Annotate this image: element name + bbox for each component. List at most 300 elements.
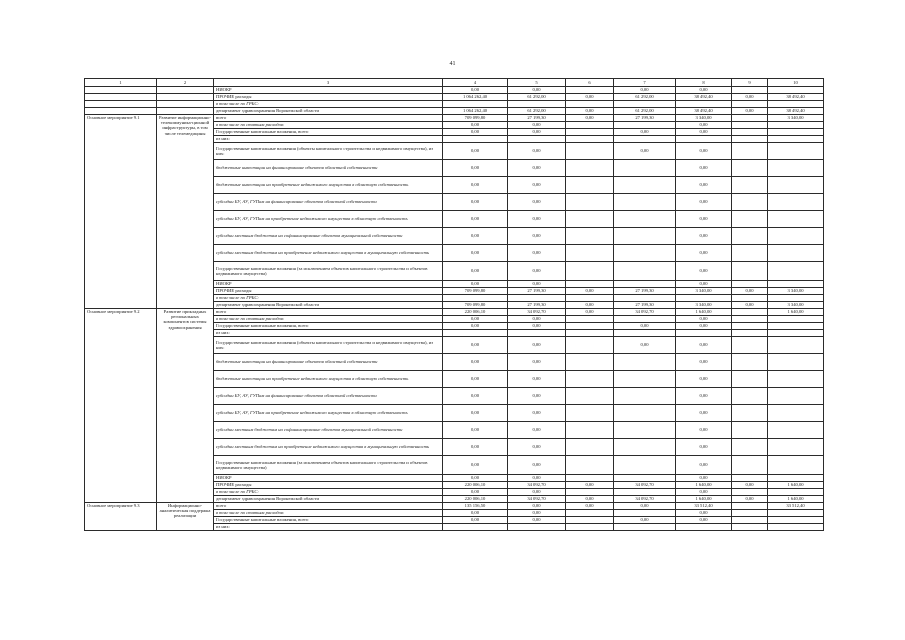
value-cell: 38 492,40 [768, 94, 824, 101]
value-cell: 0,00 [443, 439, 508, 456]
value-cell: 34 092,70 [508, 482, 566, 489]
value-cell: 0,00 [443, 129, 508, 136]
value-cell: 0,00 [508, 422, 566, 439]
row-label: из них: [214, 330, 443, 337]
value-cell: 0,00 [443, 456, 508, 475]
value-cell: 27 199,30 [508, 288, 566, 295]
value-cell [768, 371, 824, 388]
value-cell: 0,00 [614, 517, 676, 524]
value-cell [732, 439, 768, 456]
value-cell [732, 129, 768, 136]
value-cell [768, 323, 824, 330]
value-cell [566, 228, 614, 245]
row-label: в том числе по статьям расходов: [214, 122, 443, 129]
value-cell: 0,00 [443, 354, 508, 371]
row-label: субсидии местным бюджетам на приобретение недвижимого имущества в муниципальную собственность [214, 439, 443, 456]
value-cell: 61 292,00 [614, 108, 676, 115]
value-cell: 0,00 [443, 475, 508, 482]
value-cell: 3 340,00 [768, 115, 824, 122]
value-cell: 220 006,10 [443, 482, 508, 489]
empty-cell [157, 87, 214, 94]
value-cell: 0,00 [676, 439, 732, 456]
row-label: субсидии местным бюджетам на приобретение недвижимого имущества в муниципальную собственность [214, 245, 443, 262]
value-cell [614, 354, 676, 371]
row-label: субсидии БУ, АУ, ГУПам на приобретение недвижимого имущества в областную собственность [214, 405, 443, 422]
value-cell [732, 115, 768, 122]
empty-cell [157, 108, 214, 115]
page-number: 41 [449, 61, 456, 67]
value-cell: 0,00 [508, 87, 566, 94]
value-cell: 0,00 [676, 517, 732, 524]
row-label: НИОКР [214, 281, 443, 288]
value-cell [732, 143, 768, 160]
value-cell [566, 245, 614, 262]
value-cell [614, 262, 676, 281]
value-cell: 0,00 [614, 129, 676, 136]
column-number: 8 [676, 79, 732, 87]
value-cell: 0,00 [676, 228, 732, 245]
value-cell: 0,00 [508, 129, 566, 136]
value-cell: 0,00 [508, 337, 566, 354]
value-cell: 0,00 [443, 143, 508, 160]
value-cell: 34 092,70 [614, 309, 676, 316]
value-cell [732, 475, 768, 482]
value-cell [614, 211, 676, 228]
column-number: 6 [566, 79, 614, 87]
value-cell [566, 489, 614, 496]
column-number: 2 [157, 79, 214, 87]
row-label: бюджетные инвестиции на приобретение недвижимого имущества в областную собственность [214, 371, 443, 388]
value-cell: 0,00 [508, 177, 566, 194]
row-label: ПРОЧИЕ расходы [214, 482, 443, 489]
empty-cell [157, 94, 214, 101]
value-cell: 0,00 [566, 309, 614, 316]
value-cell [768, 122, 824, 129]
activity-name: Основное мероприятие 9.2 [85, 309, 157, 503]
value-cell: 0,00 [676, 405, 732, 422]
value-cell [614, 510, 676, 517]
value-cell [768, 405, 824, 422]
value-cell: 0,00 [614, 323, 676, 330]
value-cell: 1 640,00 [676, 496, 732, 503]
value-cell: 0,00 [508, 510, 566, 517]
value-cell: 0,00 [676, 87, 732, 94]
row-label: Государственные капитальные вложения (за исключением объектов капитального строительства и объектов недвижимого имущества) [214, 456, 443, 475]
value-cell: 0,00 [443, 323, 508, 330]
value-cell [614, 136, 676, 143]
value-cell [732, 136, 768, 143]
value-cell: 0,00 [443, 489, 508, 496]
value-cell: 0,00 [732, 94, 768, 101]
value-cell: 0,00 [508, 354, 566, 371]
value-cell: 27 199,30 [508, 302, 566, 309]
table-body [85, 79, 824, 531]
value-cell: 0,00 [676, 489, 732, 496]
value-cell [614, 489, 676, 496]
value-cell: 0,00 [566, 503, 614, 510]
value-cell: 0,00 [508, 211, 566, 228]
row-label: Государственные капитальные вложения, всего [214, 323, 443, 330]
value-cell [614, 371, 676, 388]
empty-cell [157, 101, 214, 108]
value-cell: 0,00 [508, 503, 566, 510]
value-cell: 0,00 [676, 371, 732, 388]
value-cell: 0,00 [566, 115, 614, 122]
value-cell [732, 456, 768, 475]
value-cell: 0,00 [566, 94, 614, 101]
value-cell: 0,00 [614, 337, 676, 354]
row-label: субсидии БУ, АУ, ГУПам на приобретение недвижимого имущества в областную собственность [214, 211, 443, 228]
value-cell: 0,00 [676, 211, 732, 228]
value-cell [614, 177, 676, 194]
value-cell: 1 640,00 [676, 482, 732, 489]
value-cell: 0,00 [614, 87, 676, 94]
value-cell: 38 492,40 [676, 108, 732, 115]
value-cell [614, 194, 676, 211]
value-cell [732, 309, 768, 316]
value-cell [768, 439, 824, 456]
value-cell [614, 281, 676, 288]
value-cell [614, 475, 676, 482]
budget-table [84, 78, 824, 531]
value-cell [614, 524, 676, 531]
value-cell [566, 524, 614, 531]
value-cell: 0,00 [566, 288, 614, 295]
value-cell [768, 295, 824, 302]
value-cell: 0,00 [676, 510, 732, 517]
value-cell [732, 160, 768, 177]
value-cell [768, 422, 824, 439]
value-cell: 135 156,50 [443, 503, 508, 510]
value-cell: 0,00 [508, 160, 566, 177]
value-cell: 0,00 [443, 87, 508, 94]
table-row [85, 115, 824, 122]
value-cell: 0,00 [614, 503, 676, 510]
value-cell: 709 099,80 [443, 288, 508, 295]
value-cell [443, 524, 508, 531]
value-cell: 0,00 [443, 517, 508, 524]
value-cell [614, 101, 676, 108]
value-cell: 0,00 [676, 177, 732, 194]
row-label: из них: [214, 136, 443, 143]
value-cell [768, 177, 824, 194]
value-cell [566, 337, 614, 354]
value-cell [732, 371, 768, 388]
table-row [85, 101, 824, 108]
value-cell [676, 136, 732, 143]
value-cell: 0,00 [443, 316, 508, 323]
value-cell: 3 340,00 [676, 302, 732, 309]
column-number: 3 [214, 79, 443, 87]
value-cell [614, 388, 676, 405]
value-cell [676, 295, 732, 302]
row-label: субсидии местным бюджетам на софинансирование объектов муниципальной собственности [214, 228, 443, 245]
value-cell: 27 199,30 [614, 288, 676, 295]
value-cell [732, 524, 768, 531]
row-label: субсидии БУ, АУ, ГУПам на финансирование объектов областной собственности [214, 388, 443, 405]
value-cell: 1 640,00 [768, 496, 824, 503]
value-cell: 0,00 [676, 281, 732, 288]
row-label: ПРОЧИЕ расходы [214, 288, 443, 295]
row-label: в том числе по ГРБС: [214, 489, 443, 496]
value-cell: 34 092,70 [614, 496, 676, 503]
value-cell [614, 456, 676, 475]
value-cell: 33 512,40 [676, 503, 732, 510]
value-cell: 0,00 [676, 194, 732, 211]
row-label: в том числе по ГРБС: [214, 295, 443, 302]
value-cell: 0,00 [443, 405, 508, 422]
column-number: 5 [508, 79, 566, 87]
value-cell: 33 512,40 [768, 503, 824, 510]
value-cell: 27 199,30 [508, 115, 566, 122]
value-cell: 0,00 [732, 302, 768, 309]
value-cell [768, 194, 824, 211]
value-cell [566, 323, 614, 330]
value-cell [768, 517, 824, 524]
row-label: всего [214, 115, 443, 122]
value-cell: 27 199,30 [614, 115, 676, 122]
empty-cell [85, 87, 157, 94]
value-cell [508, 136, 566, 143]
value-cell [443, 295, 508, 302]
value-cell [732, 405, 768, 422]
value-cell: 0,00 [443, 422, 508, 439]
value-cell [676, 101, 732, 108]
value-cell: 0,00 [732, 288, 768, 295]
value-cell [566, 177, 614, 194]
value-cell [732, 489, 768, 496]
value-cell [732, 354, 768, 371]
value-cell [614, 122, 676, 129]
value-cell: 0,00 [566, 496, 614, 503]
value-cell [508, 295, 566, 302]
value-cell: 61 292,00 [508, 108, 566, 115]
value-cell [732, 517, 768, 524]
value-cell: 0,00 [676, 160, 732, 177]
value-cell: 1 640,00 [676, 309, 732, 316]
value-cell: 0,00 [614, 143, 676, 160]
value-cell: 1 064 262,40 [443, 108, 508, 115]
value-cell [508, 524, 566, 531]
value-cell: 0,00 [732, 482, 768, 489]
value-cell: 0,00 [508, 405, 566, 422]
value-cell: 0,00 [566, 302, 614, 309]
value-cell [566, 330, 614, 337]
value-cell [566, 129, 614, 136]
value-cell: 0,00 [508, 489, 566, 496]
value-cell: 0,00 [676, 129, 732, 136]
value-cell: 0,00 [566, 482, 614, 489]
value-cell [566, 101, 614, 108]
value-cell: 0,00 [443, 281, 508, 288]
value-cell: 0,00 [508, 228, 566, 245]
value-cell [768, 211, 824, 228]
value-cell [768, 281, 824, 288]
row-label: бюджетные инвестиции на финансирование объектов областной собственности [214, 160, 443, 177]
value-cell: 0,00 [508, 122, 566, 129]
value-cell: 1 640,00 [768, 482, 824, 489]
value-cell [732, 87, 768, 94]
value-cell [768, 316, 824, 323]
value-cell [732, 101, 768, 108]
value-cell: 0,00 [508, 245, 566, 262]
value-cell [566, 281, 614, 288]
value-cell [566, 316, 614, 323]
value-cell: 0,00 [443, 211, 508, 228]
empty-cell [85, 101, 157, 108]
table-row [85, 108, 824, 115]
value-cell: 0,00 [676, 456, 732, 475]
row-label: департамент здравоохранения Воронежской области [214, 302, 443, 309]
row-label: всего [214, 503, 443, 510]
value-cell: 34 092,70 [614, 482, 676, 489]
value-cell: 0,00 [508, 194, 566, 211]
value-cell [732, 262, 768, 281]
row-label: в том числе по ГРБС: [214, 101, 443, 108]
column-number: 10 [768, 79, 824, 87]
table-row [85, 309, 824, 316]
value-cell: 0,00 [443, 228, 508, 245]
value-cell [732, 316, 768, 323]
value-cell: 0,00 [676, 143, 732, 160]
value-cell [443, 136, 508, 143]
value-cell [732, 510, 768, 517]
value-cell [566, 136, 614, 143]
value-cell [768, 388, 824, 405]
value-cell: 0,00 [443, 194, 508, 211]
row-label: бюджетные инвестиции на финансирование объектов областной собственности [214, 354, 443, 371]
value-cell: 0,00 [443, 388, 508, 405]
value-cell [732, 503, 768, 510]
value-cell [732, 295, 768, 302]
activity-name: Основное мероприятие 9.1 [85, 115, 157, 309]
value-cell [508, 330, 566, 337]
value-cell: 0,00 [508, 517, 566, 524]
value-cell: 0,00 [732, 496, 768, 503]
value-cell [732, 122, 768, 129]
row-label: департамент здравоохранения Воронежской области [214, 108, 443, 115]
value-cell [732, 323, 768, 330]
value-cell [614, 330, 676, 337]
value-cell [566, 510, 614, 517]
value-cell [768, 143, 824, 160]
value-cell [768, 136, 824, 143]
value-cell [768, 160, 824, 177]
value-cell: 38 492,40 [768, 108, 824, 115]
activity-title: Развитие прикладных региональных компонентов системы здравоохранения [157, 309, 214, 503]
value-cell [732, 281, 768, 288]
value-cell [614, 316, 676, 323]
value-cell: 1 640,00 [768, 309, 824, 316]
value-cell [768, 524, 824, 531]
row-label: субсидии БУ, АУ, ГУПам на финансирование объектов областной собственности [214, 194, 443, 211]
row-label: ПРОЧИЕ расходы [214, 94, 443, 101]
row-label: в том числе по статьям расходов: [214, 316, 443, 323]
value-cell [732, 388, 768, 405]
value-cell [676, 524, 732, 531]
activity-title: Информационно-аналитическая поддержка реализации [157, 503, 214, 531]
value-cell [566, 160, 614, 177]
value-cell [732, 422, 768, 439]
value-cell [732, 245, 768, 262]
value-cell: 0,00 [676, 354, 732, 371]
value-cell [566, 262, 614, 281]
value-cell: 0,00 [443, 122, 508, 129]
value-cell [566, 517, 614, 524]
value-cell: 0,00 [508, 143, 566, 160]
value-cell [768, 101, 824, 108]
value-cell [768, 456, 824, 475]
value-cell [566, 87, 614, 94]
value-cell [768, 489, 824, 496]
value-cell [676, 330, 732, 337]
value-cell: 220 006,10 [443, 309, 508, 316]
value-cell [566, 456, 614, 475]
value-cell: 0,00 [443, 177, 508, 194]
value-cell: 0,00 [443, 371, 508, 388]
value-cell: 0,00 [676, 122, 732, 129]
activity-title: Развитие информационно-телекоммуника-ционной инфраструктуры, в том числе телемедицины [157, 115, 214, 309]
value-cell [768, 510, 824, 517]
value-cell [566, 439, 614, 456]
value-cell [614, 439, 676, 456]
value-cell: 0,00 [676, 262, 732, 281]
empty-cell [85, 94, 157, 101]
row-label: субсидии местным бюджетам на софинансирование объектов муниципальной собственности [214, 422, 443, 439]
row-label: НИОКР [214, 87, 443, 94]
column-number: 4 [443, 79, 508, 87]
value-cell: 3 340,00 [676, 288, 732, 295]
value-cell [566, 388, 614, 405]
value-cell: 3 340,00 [768, 288, 824, 295]
value-cell [768, 228, 824, 245]
value-cell: 0,00 [508, 371, 566, 388]
value-cell: 34 092,70 [508, 309, 566, 316]
value-cell: 3 340,00 [676, 115, 732, 122]
value-cell: 0,00 [508, 475, 566, 482]
row-label: Государственные капитальные вложения (объекты капитального строительства и недвижимого имущества), из них: [214, 143, 443, 160]
value-cell [508, 101, 566, 108]
column-number: 9 [732, 79, 768, 87]
value-cell [768, 87, 824, 94]
value-cell: 0,00 [508, 262, 566, 281]
value-cell [768, 245, 824, 262]
value-cell [566, 295, 614, 302]
value-cell [566, 211, 614, 228]
value-cell: 0,00 [676, 337, 732, 354]
value-cell: 0,00 [508, 456, 566, 475]
value-cell: 61 292,00 [508, 94, 566, 101]
value-cell: 0,00 [676, 388, 732, 405]
value-cell: 220 006,10 [443, 496, 508, 503]
value-cell [566, 354, 614, 371]
value-cell [732, 211, 768, 228]
row-label: НИОКР [214, 475, 443, 482]
value-cell [768, 337, 824, 354]
value-cell: 1 064 262,40 [443, 94, 508, 101]
row-label: Государственные капитальные вложения (за исключением объектов капитального строительства и объектов недвижимого имущества) [214, 262, 443, 281]
value-cell [614, 160, 676, 177]
value-cell [566, 475, 614, 482]
value-cell [732, 330, 768, 337]
value-cell [443, 330, 508, 337]
value-cell: 0,00 [508, 323, 566, 330]
value-cell: 0,00 [443, 337, 508, 354]
value-cell: 34 092,70 [508, 496, 566, 503]
value-cell [566, 422, 614, 439]
row-label: департамент здравоохранения Воронежской области [214, 496, 443, 503]
value-cell: 0,00 [676, 323, 732, 330]
